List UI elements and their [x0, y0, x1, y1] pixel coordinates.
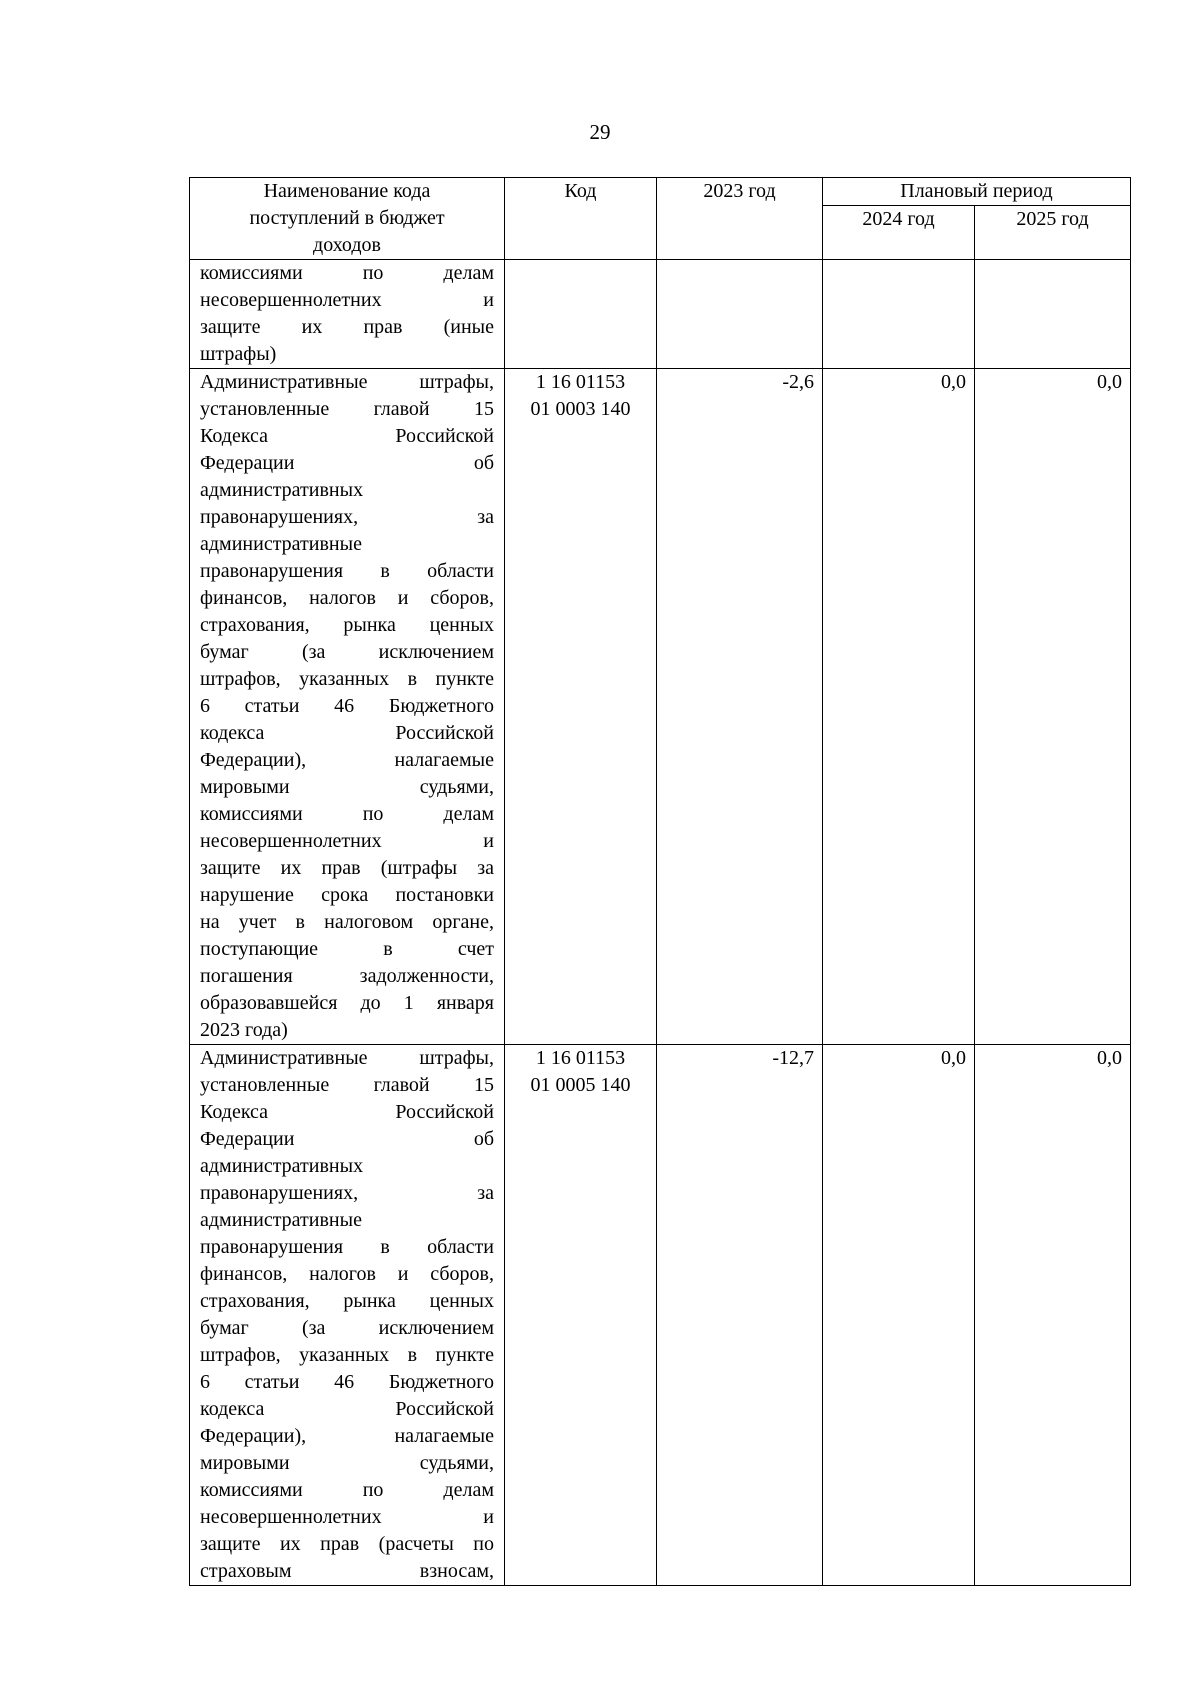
name-line: Федерации об: [200, 1128, 494, 1150]
table-row: [190, 260, 1131, 369]
header-revenue-name: [190, 178, 505, 260]
header-2024: 2024 год: [823, 206, 975, 260]
revenue-name-cell: [190, 369, 505, 1045]
name-line: Кодекса Российской: [200, 425, 494, 447]
name-line: кодекса Российской: [200, 1398, 494, 1420]
name-line: бумаг (за исключением: [200, 1317, 494, 1339]
name-line: финансов, налогов и сборов,: [200, 587, 494, 609]
code-cell: [505, 1045, 657, 1586]
name-line: установленные главой 15: [200, 1074, 494, 1096]
name-line: кодекса Российской: [200, 722, 494, 744]
name-line: защите их прав (расчеты по: [200, 1533, 494, 1555]
name-line: правонарушениях, за: [200, 506, 494, 528]
value-2024-cell: 0,0: [823, 1045, 975, 1586]
name-line: 6 статьи 46 Бюджетного: [200, 1371, 494, 1393]
name-line: страховым взносам,: [200, 1560, 494, 1582]
name-line: установленные главой 15: [200, 398, 494, 420]
name-line: мировыми судьями,: [200, 776, 494, 798]
name-line: Административные штрафы,: [200, 371, 494, 393]
header-code: Код: [505, 178, 657, 260]
value-2023-cell: [657, 260, 823, 369]
name-line: 6 статьи 46 Бюджетного: [200, 695, 494, 717]
code-cell: [505, 369, 657, 1045]
name-line: Федерации), налагаемые: [200, 749, 494, 771]
value-2025-cell: 0,0: [975, 369, 1131, 1045]
name-line: правонарушениях, за: [200, 1182, 494, 1204]
name-line: Административные штрафы,: [200, 1047, 494, 1069]
name-line: нарушение срока постановки: [200, 884, 494, 906]
name-line: правонарушения в области: [200, 560, 494, 582]
code-line: 1 16 01153: [535, 371, 626, 393]
header-name-line: Наименование кода: [263, 180, 431, 202]
value-2023-cell: -2,6: [657, 369, 823, 1045]
header-name-line: доходов: [313, 234, 381, 256]
value-2023-cell: -12,7: [657, 1045, 823, 1586]
code-line: 01 0003 140: [530, 398, 631, 420]
name-line: 2023 года): [200, 1019, 288, 1041]
name-line: поступающие в счет: [200, 938, 494, 960]
name-line: правонарушения в области: [200, 1236, 494, 1258]
name-line: бумаг (за исключением: [200, 641, 494, 663]
value-2025-cell: 0,0: [975, 1045, 1131, 1586]
name-line: защите их прав (штрафы за: [200, 857, 494, 879]
code-cell: [505, 260, 657, 369]
name-line: образовавшейся до 1 января: [200, 992, 494, 1014]
name-line: административных: [200, 1155, 364, 1177]
name-line: комиссиями по делам: [200, 1479, 494, 1501]
name-line: несовершеннолетних и: [200, 830, 494, 852]
name-line: административные: [200, 533, 362, 555]
name-line: погашения задолженности,: [200, 965, 494, 987]
budget-revenue-table: [189, 177, 1131, 1586]
name-line: Федерации об: [200, 452, 494, 474]
revenue-name-cell: [190, 260, 505, 369]
name-line: несовершеннолетних и: [200, 289, 494, 311]
table-row: [190, 369, 1131, 1045]
code-line: 01 0005 140: [530, 1074, 631, 1096]
name-line: несовершеннолетних и: [200, 1506, 494, 1528]
name-line: административные: [200, 1209, 362, 1231]
table-row: [190, 1045, 1131, 1586]
value-2025-cell: [975, 260, 1131, 369]
header-name-line: поступлений в бюджет: [249, 207, 445, 229]
value-2024-cell: [823, 260, 975, 369]
value-2024-cell: 0,0: [823, 369, 975, 1045]
name-line: штрафов, указанных в пункте: [200, 1344, 494, 1366]
name-line: финансов, налогов и сборов,: [200, 1263, 494, 1285]
name-line: штрафы): [200, 343, 277, 365]
revenue-name-cell: [190, 1045, 505, 1586]
name-line: Федерации), налагаемые: [200, 1425, 494, 1447]
name-line: административных: [200, 479, 364, 501]
page-number: 29: [589, 120, 611, 144]
name-line: на учет в налоговом органе,: [200, 911, 494, 933]
name-line: комиссиями по делам: [200, 803, 494, 825]
name-line: штрафов, указанных в пункте: [200, 668, 494, 690]
name-line: мировыми судьями,: [200, 1452, 494, 1474]
code-line: 1 16 01153: [535, 1047, 626, 1069]
name-line: защите их прав (иные: [200, 316, 494, 338]
name-line: страхования, рынка ценных: [200, 614, 494, 636]
name-line: страхования, рынка ценных: [200, 1290, 494, 1312]
header-2025: 2025 год: [975, 206, 1131, 260]
header-planned-period: Плановый период: [823, 178, 1131, 206]
name-line: Кодекса Российской: [200, 1101, 494, 1123]
name-line: комиссиями по делам: [200, 262, 494, 284]
table-body: [190, 260, 1131, 1586]
header-2023: 2023 год: [657, 178, 823, 260]
